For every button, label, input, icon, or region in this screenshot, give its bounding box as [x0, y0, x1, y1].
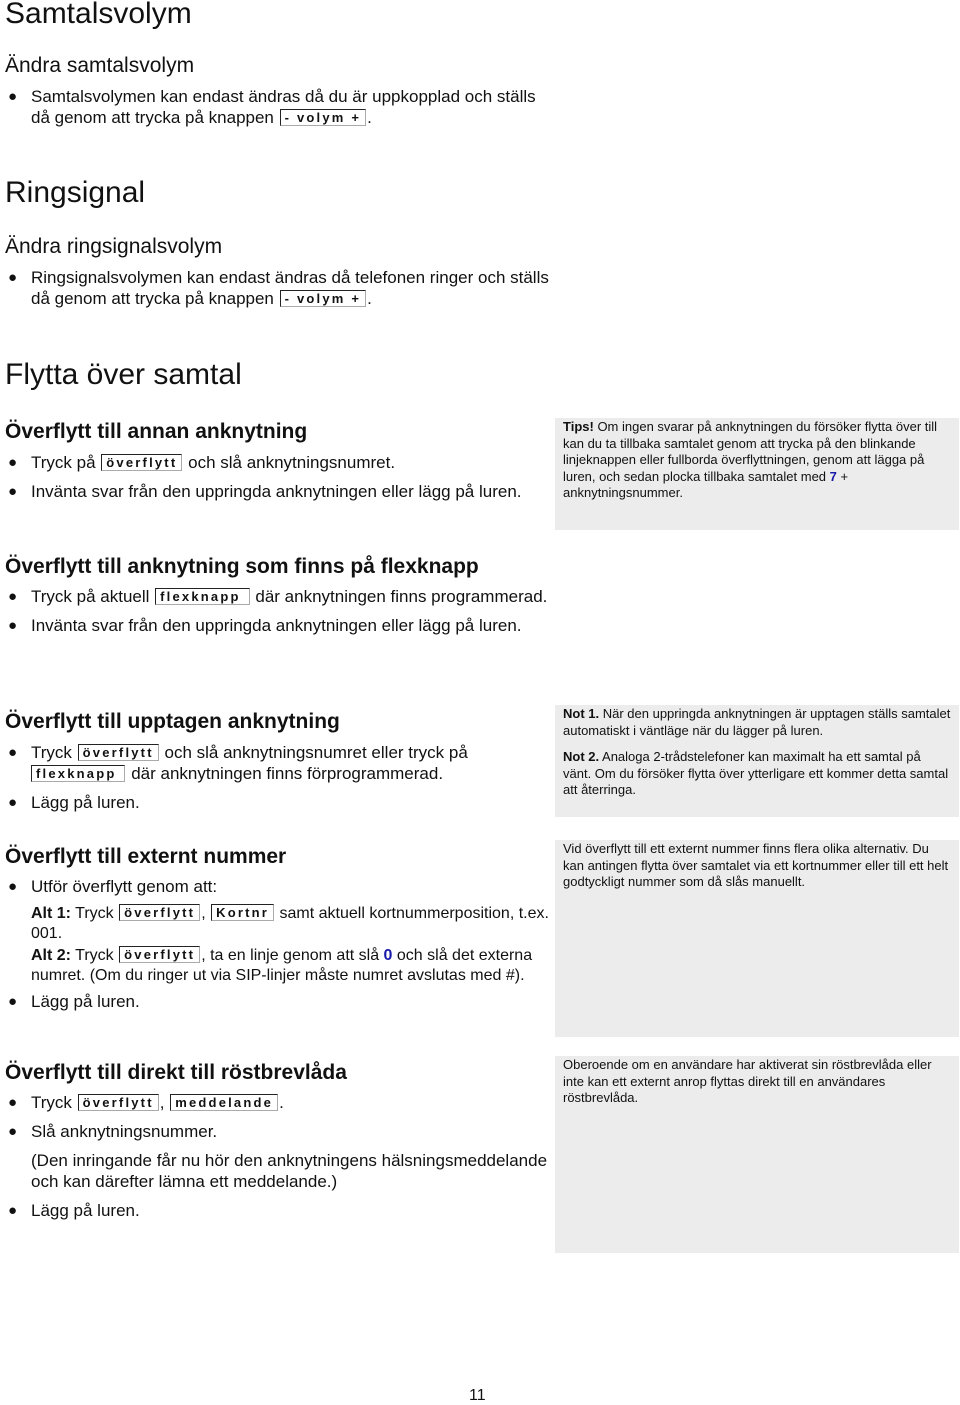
volume-key: - volym +: [280, 290, 367, 307]
section-title-ringsignal: Ringsignal: [5, 176, 146, 209]
tips-note: Tips! Om ingen svarar på anknytningen du försöker flytta över till kan du ta tillbaka samtalet genom att trycka på den blinkande linjeknappen eller fullborda överflyttningen, genom att lägga på luren, och sedan plocka tillbaka samtalet med 7 + anknytningsnummer.: [555, 418, 959, 530]
volume-key: - volym +: [280, 109, 367, 126]
overflytt-key: överflytt: [119, 946, 200, 963]
externt-note: Vid överflytt till ett externt nummer finns flera olika alternativ. Du kan antingen flytta över samtalet via ett kortnummer eller till ett helt godtyckligt nummer som då slås manuellt.: [555, 840, 959, 1037]
subtitle-andra-ringsignalsvolym: Ändra ringsignalsvolym: [5, 235, 223, 258]
bullet-text: Ringsignalsvolymen kan endast ändras då telefonen ringer och ställs då genom att trycka på knappen: [31, 268, 549, 308]
list-item: ● Tryck överflytt och slå anknytningsnumret eller tryck på flexknapp där anknytningen finns förprogrammerad.: [8, 743, 468, 783]
bullet-icon: ●: [8, 269, 18, 286]
alt-2: Alt 2: Tryck överflytt , ta en linje genom att slå 0 och slå det externa numret. (Om du ringer ut via SIP-linjer måste numret avslutas med #).: [31, 947, 533, 984]
list-item: ● Lägg på luren.: [8, 992, 140, 1011]
list-annan-anknytning: [5, 452, 550, 502]
not-notes: Not 1. När den uppringda anknytningen är upptagen ställs samtalet automatiskt i väntläge när du lägger på luren. Not 2. Analoga 2-trådstelefoner kan maximalt ha ett samtal på vänt. Om du försöker flytta över ytterligare ett kommer detta samtal att återringa.: [555, 705, 959, 817]
list-item: ● Utför överflytt genom att:: [8, 877, 218, 896]
bullet-icon: ●: [8, 88, 18, 105]
overflytt-key: överflytt: [78, 744, 159, 761]
list-item: ● Slå anknytningsnummer.: [8, 1122, 218, 1141]
bullet-icon: ●: [8, 588, 18, 605]
kortnr-key: Kortnr: [211, 904, 274, 921]
list-item: ● Tryck på överflytt och slå anknytningsnumret.: [8, 453, 396, 472]
section-title-flytta: Flytta över samtal: [5, 358, 242, 391]
bullet-text: Samtalsvolymen kan endast ändras då du är uppkopplad och ställs då genom att trycka på knappen: [31, 87, 536, 127]
subtitle-rostbrevlada: Överflytt till direkt till röstbrevlåda: [5, 1061, 347, 1084]
bullet-samtalsvolym: ● Samtalsvolymen kan endast ändras då du är uppkopplad och ställs då genom att trycka på knappen - volym + .: [8, 87, 536, 127]
list-externt: [5, 876, 550, 1012]
list-item: ● Tryck på aktuell flexknapp där anknytningen finns programmerad.: [8, 587, 548, 606]
overflytt-key: överflytt: [101, 454, 182, 471]
overflytt-key: överflytt: [119, 904, 200, 921]
bullet-icon: ●: [8, 744, 18, 761]
list-item: ● Invänta svar från den uppringda anknytningen eller lägg på luren.: [8, 482, 522, 501]
bullet-icon: ●: [8, 1202, 18, 1219]
subtitle-annan-anknytning: Överflytt till annan anknytning: [5, 420, 308, 443]
list-item: ● Lägg på luren.: [8, 793, 140, 812]
alternatives: [5, 904, 550, 986]
rostbrevlada-note: Oberoende om en användare har aktiverat sin röstbrevlåda eller inte kan ett externt anrop flyttas direkt till en användares röstbrevlåda.: [555, 1056, 959, 1253]
list-rostbrevlada: [5, 1092, 550, 1221]
bullet-icon: ●: [8, 617, 18, 634]
bullet-ringsignal: ● Ringsignalsvolymen kan endast ändras då telefonen ringer och ställs då genom att trycka på knappen - volym + .: [8, 268, 549, 308]
subtitle-externt: Överflytt till externt nummer: [5, 845, 287, 868]
flexknapp-key: flexknapp: [31, 765, 125, 782]
bullet-icon: ●: [8, 483, 18, 500]
meddelande-key: meddelande: [170, 1094, 278, 1111]
bullet-icon: ●: [8, 1094, 18, 1111]
bullet-icon: ●: [8, 878, 18, 895]
page-number: 11: [469, 1387, 486, 1404]
subtitle-upptagen: Överflytt till upptagen anknytning: [5, 710, 340, 733]
subtitle-flexknapp: Överflytt till anknytning som finns på flexknapp: [5, 555, 479, 578]
section-title-samtalsvolym: Samtalsvolym: [5, 0, 192, 30]
alt-1: Alt 1: Tryck överflytt , Kortnr samt aktuell kortnummerposition, t.ex. 001.: [31, 905, 549, 942]
info-text: (Den inringande får nu hör den anknytningens hälsningsmeddelande och kan därefter lämna ett meddelande.): [31, 1151, 548, 1191]
bullet-icon: ●: [8, 1123, 18, 1140]
flexknapp-key: flexknapp: [155, 588, 249, 605]
list-item: ● Lägg på luren.: [8, 1201, 140, 1220]
bullet-icon: ●: [8, 454, 18, 471]
list-item: ● Tryck överflytt , meddelande .: [8, 1093, 284, 1112]
list-upptagen: [5, 742, 550, 813]
bullet-icon: ●: [8, 993, 18, 1010]
subtitle-andra-samtalsvolym: Ändra samtalsvolym: [5, 54, 195, 77]
bullet-icon: ●: [8, 794, 18, 811]
list-flexknapp: [5, 586, 550, 636]
list-item: ● Invänta svar från den uppringda anknytningen eller lägg på luren.: [8, 616, 522, 635]
overflytt-key: överflytt: [78, 1094, 159, 1111]
